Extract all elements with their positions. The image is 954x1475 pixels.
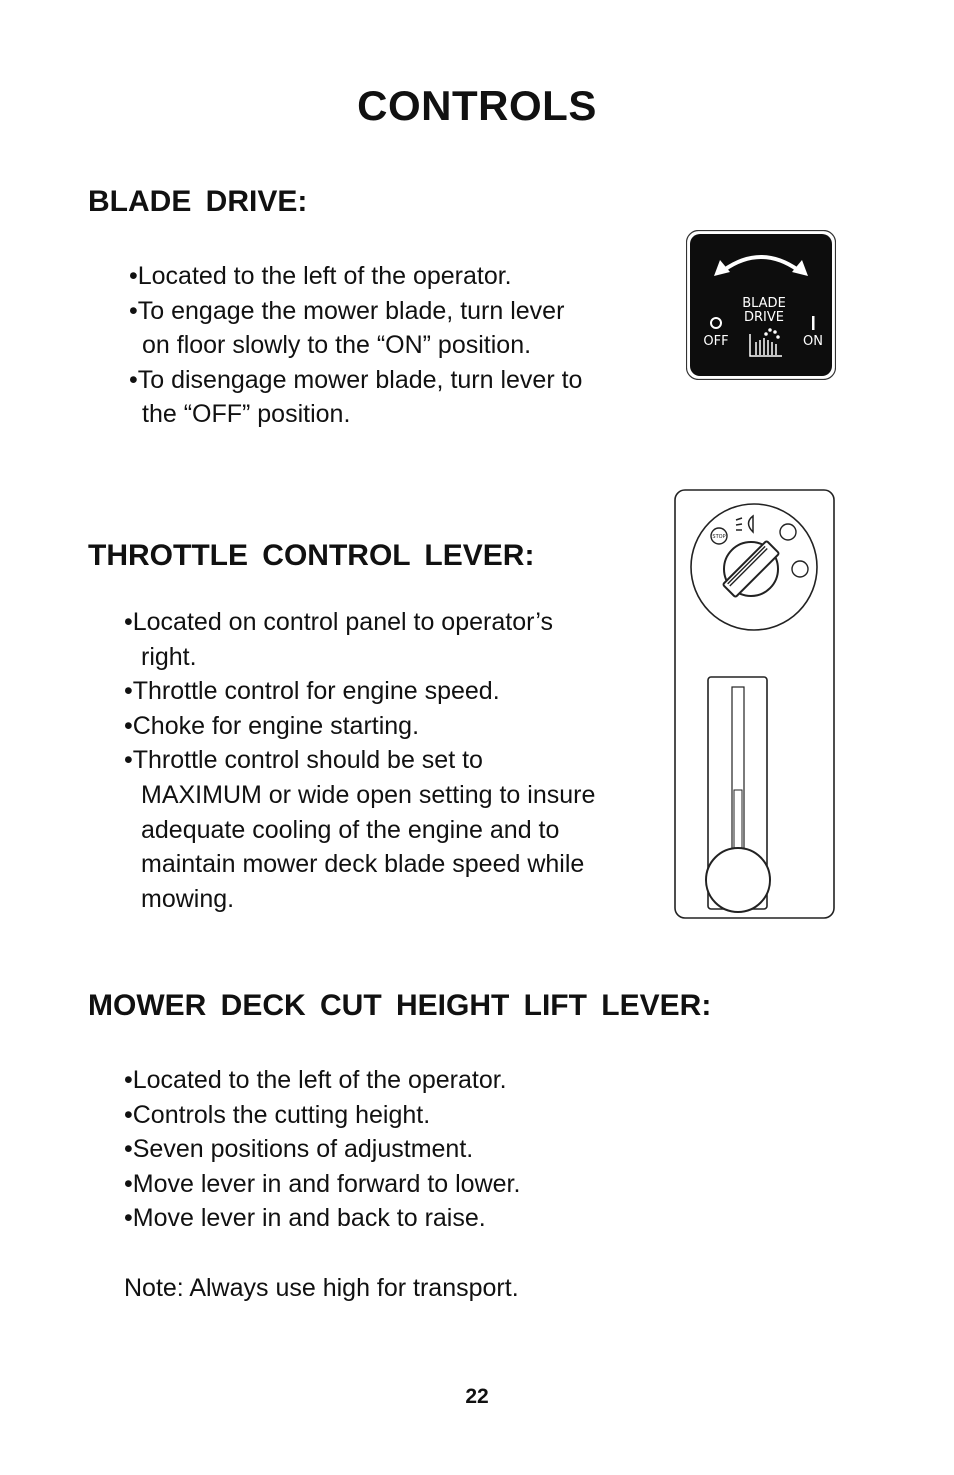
mower-deck-line: •Move lever in and back to raise. — [124, 1204, 486, 1233]
mower-deck-line: •Located to the left of the operator. — [124, 1066, 507, 1094]
decal-on-label: ON — [803, 334, 823, 349]
decal-label-line2: DRIVE — [744, 310, 784, 325]
mower-deck-text — [124, 1063, 520, 1236]
page-number: 22 — [465, 1385, 489, 1408]
decal-off-label: OFF — [703, 334, 729, 349]
blade-drive-heading: BLADE DRIVE: — [88, 185, 308, 218]
throttle-line: adequate cooling of the engine and to — [141, 815, 560, 844]
page-title: CONTROLS — [357, 82, 597, 129]
throttle-control-panel — [674, 488, 836, 920]
throttle-line: •Throttle control should be set to — [124, 746, 483, 775]
throttle-line: •Located on control panel to operator’s — [124, 608, 553, 636]
throttle-line: •Choke for engine starting. — [124, 711, 420, 740]
throttle-heading: THROTTLE CONTROL LEVER: — [88, 539, 535, 572]
mower-deck-heading: MOWER DECK CUT HEIGHT LIFT LEVER: — [88, 989, 712, 1022]
blade-drive-line: •To engage the mower blade, turn lever — [129, 296, 565, 325]
blade-drive-line: •To disengage mower blade, turn lever to — [129, 365, 583, 394]
transport-note: Note: Always use high for transport. — [124, 1274, 519, 1302]
blade-drive-line: the “OFF” position. — [142, 400, 351, 429]
decal-label-line1: BLADE — [742, 296, 786, 311]
mower-deck-line: •Seven positions of adjustment. — [124, 1135, 474, 1164]
mower-deck-line: •Move lever in and forward to lower. — [124, 1169, 521, 1198]
blade-drive-decal — [686, 230, 836, 380]
throttle-knob[interactable] — [706, 848, 770, 912]
blade-drive-line: on floor slowly to the “ON” position. — [142, 331, 532, 360]
throttle-line: maintain mower deck blade speed while — [141, 850, 585, 879]
stop-label: STOP — [712, 534, 726, 540]
throttle-line: mowing. — [141, 884, 235, 913]
throttle-line: •Throttle control for engine speed. — [124, 677, 500, 706]
throttle-text — [124, 605, 595, 916]
blade-drive-text — [129, 259, 582, 432]
mower-deck-line: •Controls the cutting height. — [124, 1100, 431, 1129]
on-symbol-icon — [812, 316, 815, 330]
throttle-line: MAXIMUM or wide open setting to insure — [141, 780, 596, 809]
blade-drive-line: •Located to the left of the operator. — [129, 262, 512, 290]
throttle-line: right. — [141, 642, 197, 671]
